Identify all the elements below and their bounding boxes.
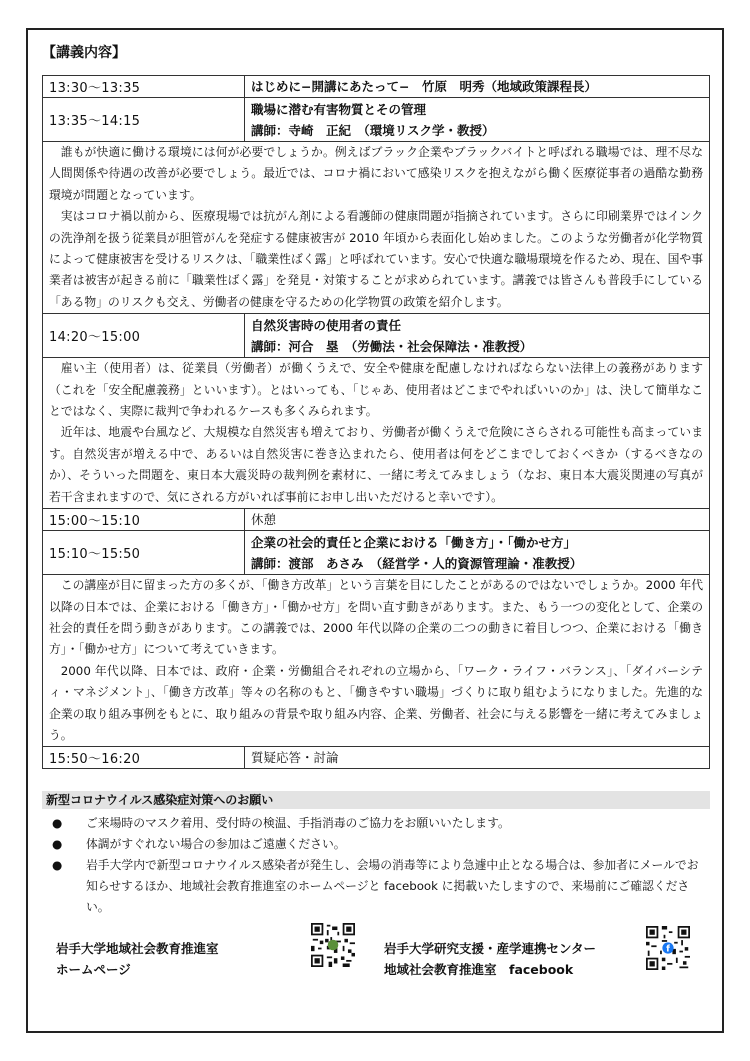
qr-homepage-svg (311, 923, 355, 967)
description-paragraph: 実はコロナ禍以前から、医療現場では抗がん剤による看護師の健康問題が指摘されています。さらに印刷業界ではインクの洗浄剤を扱う従業員が胆管がんを発症する健康被害が 2010 年頃から表面化し始めました。このような労働者が化学物質によって健康被害を受けるリスクは、「職業性ばく露」と呼ばれています。安心で快適な職場環境を作るため、現在、国や事業者は被害が起きる前に「職業性ばく露」を発見・対策することが求められています。講義では皆さんも普段手にしている「ある物」のリスクも交え、労働者の健康を守るための化学物質の政策を紹介します。 (49, 209, 703, 309)
time-cell: 13:35〜14:15 (43, 98, 245, 142)
list-item: ● 岩手大学内で新型コロナウイルス感染者が発生し、会場の消毒等により急遽中止となる場合は、参加者にメールでお知らせするほか、地域社会教育推進室のホームページと facebook に掲載いたしますので、来場前にご確認ください。 (42, 855, 710, 918)
list-item: ● ご来場時のマスク着用、受付時の検温、手指消毒のご協力をお願いいたします。 (42, 813, 710, 834)
description-paragraph: この講座が目に留まった方の多くが、「働き方改革」という言葉を目にしたことがあるのではないでしょうか。2000 年代以降の日本では、企業における「働き方」・「働かせ方」を問い直す動きがあります。また、もう一つの変化として、企業の社会的責任を問う動きがあります。この講義では、2000 年代以降の企業の二つの動きに着目しつつ、企業における「働き方」・「働かせ方」について考えていきます。 (49, 578, 703, 657)
bullet-icon: ● (52, 858, 63, 872)
topic-title: 休憩 (251, 512, 277, 528)
table-row (43, 358, 710, 509)
facebook-icon[interactable] (646, 926, 690, 970)
bullet-icon: ● (52, 816, 63, 830)
topic-cell (245, 747, 710, 769)
description-paragraph: 2000 年代以降、日本では、政府・企業・労働組合それぞれの立場から、「ワーク・ライフ・バランス」、「ダイバーシティ・マネジメント」、「働き方改革」等々の名称のもと、「働きやすい職場」づくりに取り組むようになりました。先進的な企業の取り組み事例をもとに、取り組みの背景や取り組み内容、企業、労働者、社会に与える影響を一緒に考えてみましょう。 (49, 663, 703, 742)
lecturer: 講師：河合 塁 （労働法・社会保障法・准教授） (251, 338, 533, 354)
schedule-table (42, 75, 710, 769)
page-frame (26, 28, 724, 1033)
table-row (43, 509, 710, 531)
table-row (43, 142, 710, 314)
description-cell (43, 358, 710, 509)
topic-cell (245, 98, 710, 142)
bullet-icon: ● (52, 837, 63, 851)
time-cell: 15:10〜15:50 (43, 531, 245, 575)
table-row (43, 531, 710, 575)
time-cell: 13:30〜13:35 (43, 76, 245, 98)
qr-facebook-svg (646, 926, 690, 970)
topic-title: 企業の社会的責任と企業における「働き方」・「働かせ方」 (251, 534, 577, 550)
svg-text:f: f (666, 944, 670, 955)
table-row (43, 747, 710, 769)
time-cell: 14:20〜15:00 (43, 314, 245, 358)
description-cell (43, 142, 710, 314)
time-cell: 15:50〜16:20 (43, 747, 245, 769)
table-row (43, 575, 710, 747)
time-cell: 15:00〜15:10 (43, 509, 245, 531)
description-paragraph: 雇い主（使用者）は、従業員（労働者）が働くうえで、安全や健康を配慮しなければならない法律上の義務があります（これを「安全配慮義務」といいます）。とはいっても、「じゃあ、使用者はどこまでやればいいのか」は、決して簡単なことではなく、実際に裁判で争われるケースも多くみられます。 (49, 361, 703, 419)
topic-cell (245, 314, 710, 358)
homepage-label: 岩手大学地域社会教育推進室 ホームページ (56, 941, 219, 977)
covid-list (42, 813, 710, 918)
topic-title: 職場に潜む有害物質とその管理 (251, 101, 427, 117)
topic-cell (245, 509, 710, 531)
lecturer: 講師：渡部 あさみ （経営学・人的資源管理論・准教授） (251, 555, 583, 571)
lecturer: 講師：寺崎 正紀 （環境リスク学・教授） (251, 122, 495, 138)
description-paragraph: 近年は、地震や台風など、大規模な自然災害も増えており、労働者が働くうえで危険にさらされる可能性も高まっています。自然災害が増える中で、あるいは自然災害に巻き込まれたら、使用者は何をどこまでしておくべきか（するべきなのか）、そういった問題を、東日本大震災時の裁判例を素材に、一緒に考えてみましょう（なお、東日本大震災関連の写真が若干含まれますので、気にされる方がいれば事前にお申し出いただけると幸いです）。 (49, 425, 703, 504)
table-row (43, 314, 710, 358)
covid-heading: 新型コロナウイルス感染症対策へのお願い (42, 791, 710, 809)
topic-title: 質疑応答・討論 (251, 750, 339, 766)
topic-cell (245, 531, 710, 575)
section-title: 【講義内容】 (42, 45, 126, 61)
table-row (43, 98, 710, 142)
topic-title: 自然災害時の使用者の責任 (251, 317, 402, 333)
description-cell (43, 575, 710, 747)
table-row (43, 76, 710, 98)
list-item: ● 体調がすぐれない場合の参加はご遠慮ください。 (42, 834, 710, 855)
description-paragraph: 誰もが快適に働ける環境には何が必要でしょうか。例えばブラック企業やブラックバイトと呼ばれる職場では、理不尽な人間関係や待遇の改善が必要でしょう。最近では、コロナ禍において感染リスクを抱えながら働く医療従事者の過酷な勤務環境が問題となっています。 (49, 145, 703, 202)
facebook-label: 岩手大学研究支援・産学連携センター 地域社会教育推進室 facebook (384, 941, 597, 977)
topic-title: はじめに−開講にあたって− 竹原 明秀（地域政策課程長） (251, 79, 597, 94)
topic-cell (245, 76, 710, 98)
qr-code-icon[interactable] (311, 923, 355, 967)
